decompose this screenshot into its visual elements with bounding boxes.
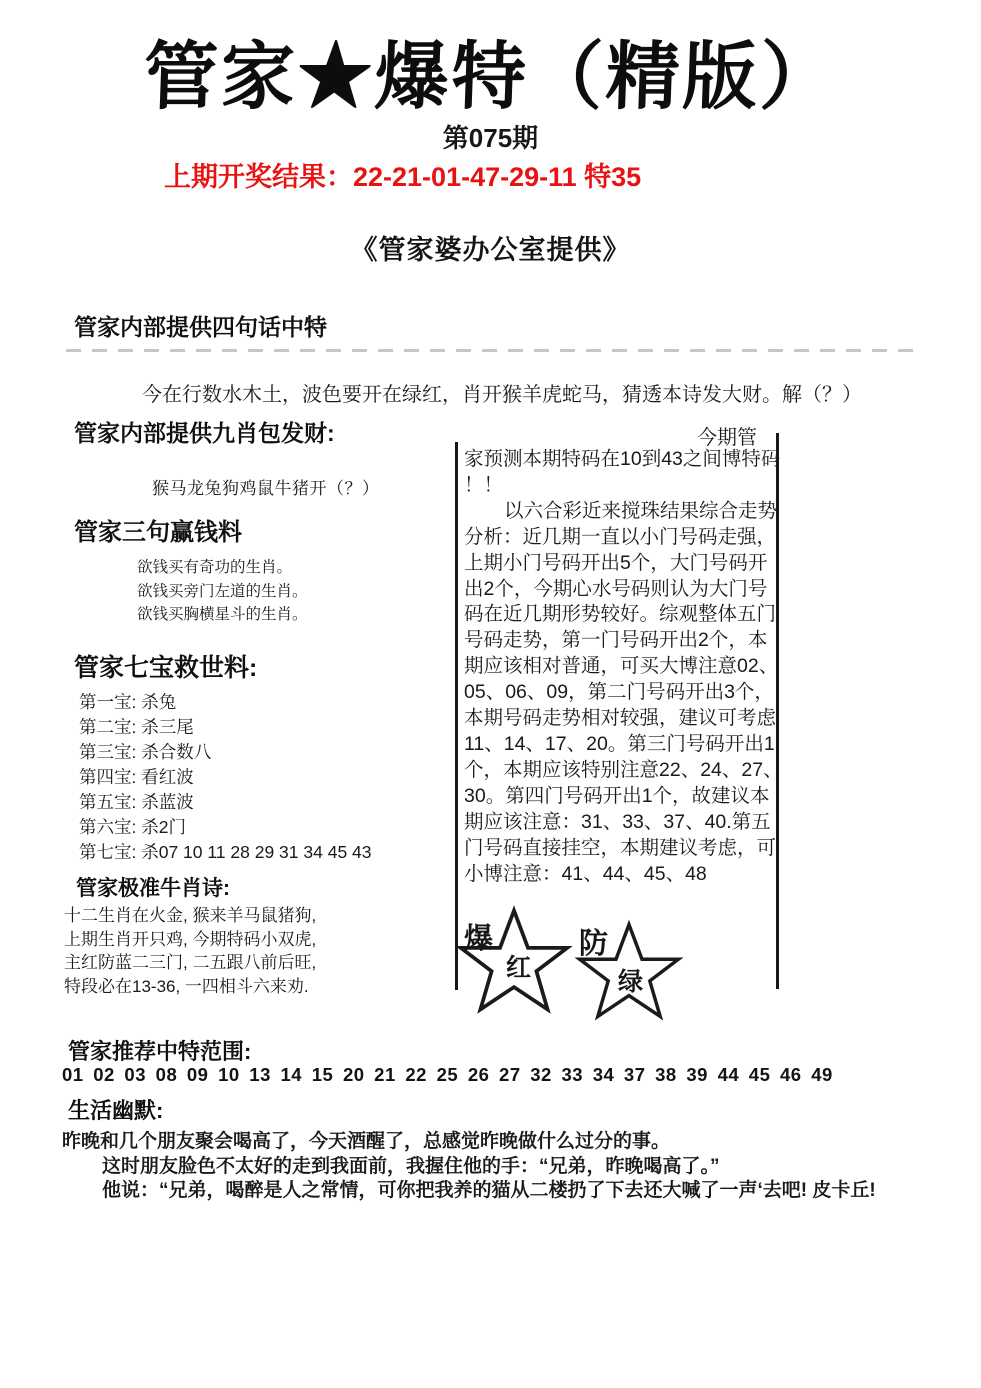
seven-treasure-list <box>79 690 372 865</box>
humor-text <box>62 1130 876 1204</box>
star-green-outside-label: 防 <box>579 928 609 960</box>
heading-nine-xiao: 管家内部提供九肖包发财: <box>74 420 335 446</box>
humor-line: 昨晚和几个朋友聚会喝高了，今天酒醒了，总感觉昨晚做什么过分的事。 <box>62 1131 671 1152</box>
zodiac-poem-line: 主红防蓝二三门, 二五跟八前后旺, <box>64 953 317 973</box>
three-sentence-list <box>137 556 308 627</box>
star-green-inside-label: 绿 <box>618 968 644 996</box>
treasure-line: 第五宝: 杀蓝波 <box>79 792 194 812</box>
analysis-line: 码在近几期形势较好。综观整体五门 <box>464 603 777 626</box>
treasure-line: 第二宝: 杀三尾 <box>79 717 194 737</box>
zodiac-poem-line: 十二生肖在火金, 猴来羊马鼠猪狗, <box>64 906 317 925</box>
page-title: 管家★爆特（精版） <box>142 34 839 120</box>
star-red-inside-label: 红 <box>506 954 532 982</box>
analysis-line: 门号码直接挂空，本期建议考虑，可 <box>464 836 777 859</box>
heading-three-sentence: 管家三句赢钱料 <box>74 519 242 546</box>
nine-xiao-content: 猴马龙兔狗鸡鼠牛猪开（？） <box>152 479 380 498</box>
provider-line: 《管家婆办公室提供》 <box>350 235 631 266</box>
analysis-line: 本期号码走势相对较强，建议可考虑 <box>464 707 777 730</box>
treasure-line: 第一宝: 杀兔 <box>79 692 177 712</box>
analysis-line: 05、06、09，第二门号码开出3个， <box>464 681 774 704</box>
analysis-line: 分析：近几期一直以小门号码走强， <box>464 525 777 548</box>
analysis-line: 30。第四门号码开出1个，故建议本 <box>464 784 770 807</box>
analysis-line: 家预测本期特码在10到43之间博特码 <box>464 448 781 470</box>
three-sentence-line: 欲钱买旁门左道的生肖。 <box>137 582 308 600</box>
humor-line: 他说：“兄弟，喝醉是人之常情，可你把我养的猫从二楼扔了下去还大喊了一声‘去吧! 皮卡丘! <box>102 1180 876 1201</box>
analysis-line: 期应该相对普通，可买大博注意02、 <box>464 655 779 678</box>
recommend-numbers: 01 02 03 08 09 10 13 14 15 20 21 22 25 26 27 32 33 34 37 38 39 44 45 46 49 <box>62 1064 833 1085</box>
analysis-line: 号码走势，第一门号码开出2个，本 <box>464 629 768 652</box>
heading-four-sentence: 管家内部提供四句话中特 <box>74 314 327 340</box>
zodiac-poem-list <box>64 904 316 999</box>
humor-line: 这时朋友脸色不太好的走到我面前，我握住他的手：“兄弟，昨晚喝高了。” <box>102 1155 720 1177</box>
three-sentence-line: 欲钱买胸横星斗的生肖。 <box>137 606 308 624</box>
zodiac-poem-line: 特段必在13-36, 一四相斗六来劝. <box>64 977 309 997</box>
dashed-divider <box>66 349 916 352</box>
heading-humor: 生活幽默: <box>68 1098 164 1123</box>
analysis-line: 出2个，今期心水号码则认为大门号 <box>464 577 768 600</box>
analysis-line: 期应该注意：31、33、37、40.第五 <box>464 810 771 833</box>
star-red-outside-label: 爆 <box>464 923 494 955</box>
treasure-line: 第七宝: 杀07 10 11 28 29 31 34 45 43 <box>79 842 372 862</box>
right-box-overflow-text: 今期管 <box>697 427 757 449</box>
analysis-line: ！！ <box>464 473 504 496</box>
analysis-line: 个，本期应该特别注意22、24、27、 <box>464 758 783 781</box>
four-sentence-poem: 今在行数水木土，波色要开在绿红，肖开猴羊虎蛇马，猜透本诗发大财。解（？） <box>142 384 862 406</box>
three-sentence-line: 欲钱买有奇功的生肖。 <box>137 559 293 576</box>
analysis-line: 以六合彩近来搅珠结果综合走势 <box>504 499 778 522</box>
issue-number: 第075期 <box>442 123 539 153</box>
analysis-line: 上期小门号码开出5个，大门号码开 <box>464 551 768 574</box>
heading-zodiac-poem: 管家极准牛肖诗: <box>76 877 230 900</box>
heading-seven-treasure: 管家七宝救世料: <box>74 654 258 682</box>
treasure-line: 第六宝: 杀2门 <box>79 817 186 837</box>
treasure-line: 第四宝: 看红波 <box>79 767 194 787</box>
zodiac-poem-line: 上期生肖开只鸡, 今期特码小双虎, <box>64 929 317 949</box>
right-box-analysis <box>464 447 783 887</box>
treasure-line: 第三宝: 杀合数八 <box>79 742 212 762</box>
analysis-line: 11、14、17、20。第三门号码开出1 <box>464 732 775 755</box>
last-draw-result: 上期开奖结果：22-21-01-47-29-11 特35 <box>164 162 642 192</box>
heading-recommend-range: 管家推荐中特范围: <box>68 1039 252 1064</box>
analysis-line: 小博注意：41、44、45、48 <box>464 862 707 885</box>
